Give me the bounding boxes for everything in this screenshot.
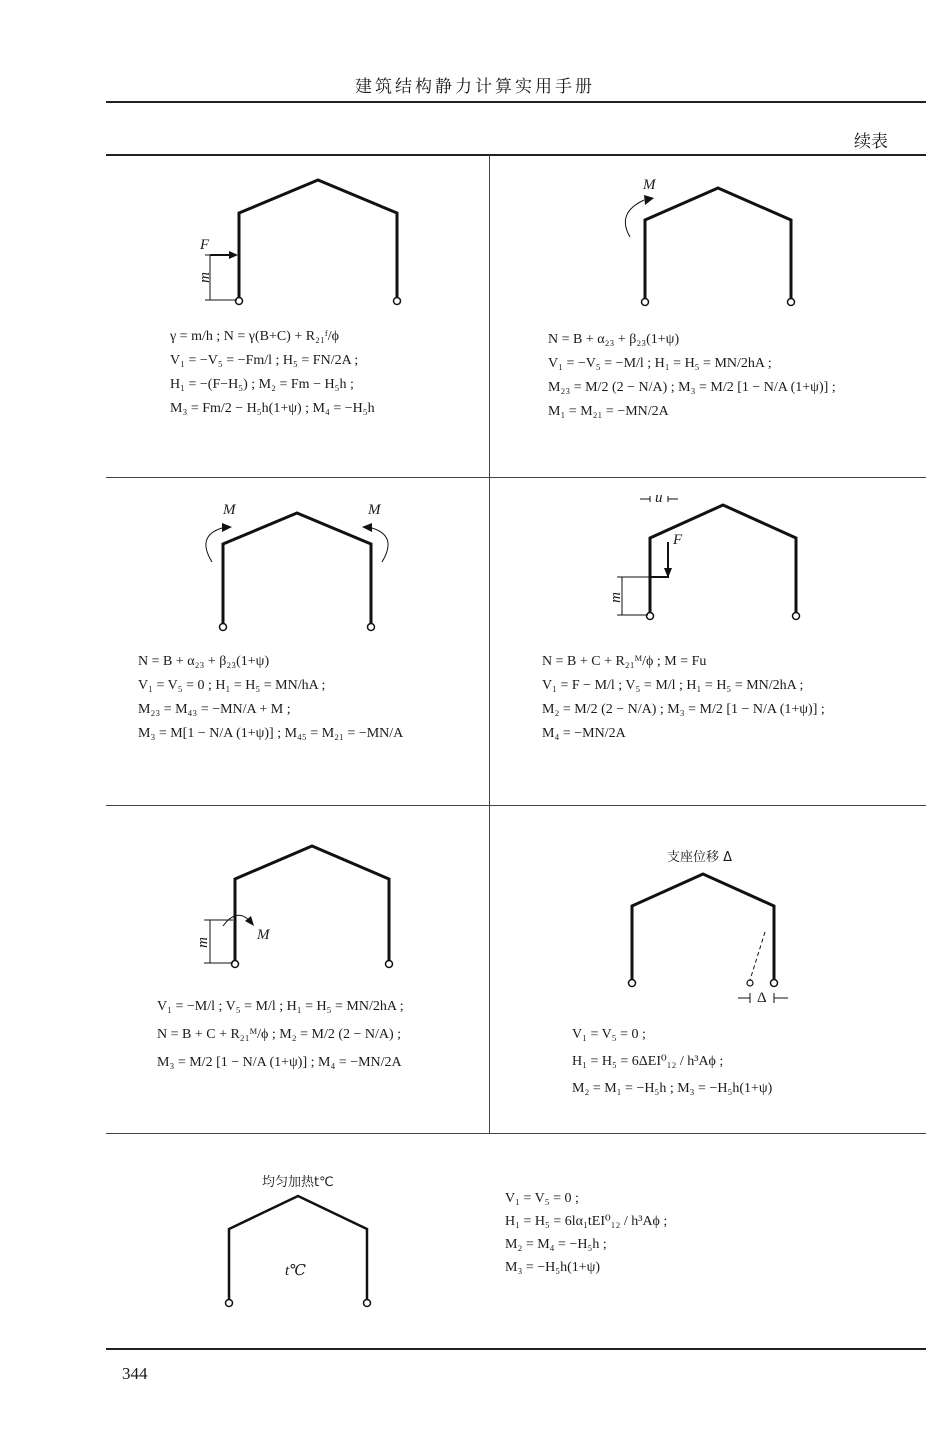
formula-line: M₃ = −H₅h(1+ψ) — [505, 1260, 601, 1275]
moment-label-M-left: M — [223, 502, 236, 518]
formula-line: V₁ = −M/l ; V₅ = M/l ; H₁ = H₅ = MN/2hA ; — [157, 999, 404, 1014]
formula-line: M₃ = Fm/2 − H₅h(1+ψ) ; M₄ = −H₅h — [170, 401, 375, 416]
book-title: 建筑结构静力计算实用手册 — [355, 77, 595, 97]
displacement-label: Δ — [757, 990, 767, 1006]
moment-label-M-right: M — [368, 502, 381, 518]
formula-line: V₁ = V₅ = 0 ; — [572, 1027, 646, 1042]
offset-label-u: u — [655, 490, 663, 506]
formula-line: M₂₃ = M/2 (2 − N/A) ; M₃ = M/2 [1 − N/A (1+ψ)] ; — [548, 380, 836, 395]
formula-line: H₁ = H₅ = 6ΔEI⁰₁₂ / h³Aϕ ; — [572, 1054, 724, 1069]
formula-line: N = B + α₂₃ + β₂₃(1+ψ) — [138, 654, 270, 669]
moment-label-M: M — [257, 927, 270, 943]
formula-line: N = B + C + R₂₁ᴹ/ϕ ; M = Fu — [542, 654, 707, 669]
formula-line: M₃ = M[1 − N/A (1+ψ)] ; M₄₅ = M₂₁ = −MN/A — [138, 726, 404, 741]
formula-line: M₂ = M₁ = −H₅h ; M₃ = −H₅h(1+ψ) — [572, 1081, 773, 1096]
dim-label-m: m — [196, 272, 213, 283]
formula-line: M₄ = −MN/2A — [542, 726, 626, 741]
dim-label-m: m — [194, 937, 211, 948]
formula-block-7 — [505, 1192, 667, 1285]
cell-title: 均匀加热t℃ — [262, 1175, 334, 1190]
formula-line: V₁ = V₅ = 0 ; — [505, 1191, 579, 1206]
formula-line: N = B + C + R₂₁ᴹ/ϕ ; M₂ = M/2 (2 − N/A) ; — [157, 1027, 402, 1042]
formula-line: H₁ = H₅ = 6lα₁tEI⁰₁₂ / h³Aϕ ; — [505, 1214, 668, 1229]
formula-line: M₃ = M/2 [1 − N/A (1+ψ)] ; M₄ = −MN/2A — [157, 1055, 402, 1070]
formula-line: γ = m/h ; N = γ(B+C) + R₂₁ᶠ/ϕ — [170, 329, 340, 344]
formula-line: V₁ = −V₅ = −M/l ; H₁ = H₅ = MN/2hA ; — [548, 356, 772, 371]
formula-line: M₂ = M/2 (2 − N/A) ; M₃ = M/2 [1 − N/A (1+ψ)] ; — [542, 702, 825, 717]
force-label-F: F — [200, 237, 210, 253]
page-number: 344 — [122, 1364, 148, 1383]
continued-label: 续表 — [854, 132, 888, 152]
formula-line: M₂₃ = M₄₃ = −MN/A + M ; — [138, 702, 291, 717]
formula-line: M₂ = M₄ = −H₅h ; — [505, 1237, 607, 1252]
formula-line: N = B + α₂₃ + β₂₃(1+ψ) — [548, 332, 680, 347]
formula-line: V₁ = −V₅ = −Fm/l ; H₅ = FN/2A ; — [170, 353, 359, 368]
moment-label-M: M — [643, 177, 656, 193]
force-label-F: F — [673, 532, 683, 548]
dim-label-m: m — [607, 592, 624, 603]
cell-title: 支座位移 Δ — [667, 850, 733, 865]
formula-line: V₁ = F − M/l ; V₅ = M/l ; H₁ = H₅ = MN/2hA ; — [542, 678, 804, 693]
temperature-label: t℃ — [285, 1263, 306, 1279]
formula-line: M₁ = M₂₁ = −MN/2A — [548, 404, 669, 419]
formula-line: H₁ = −(F−H₅) ; M₂ = Fm − H₅h ; — [170, 377, 354, 392]
formula-line: V₁ = V₅ = 0 ; H₁ = H₅ = MN/hA ; — [138, 678, 326, 693]
